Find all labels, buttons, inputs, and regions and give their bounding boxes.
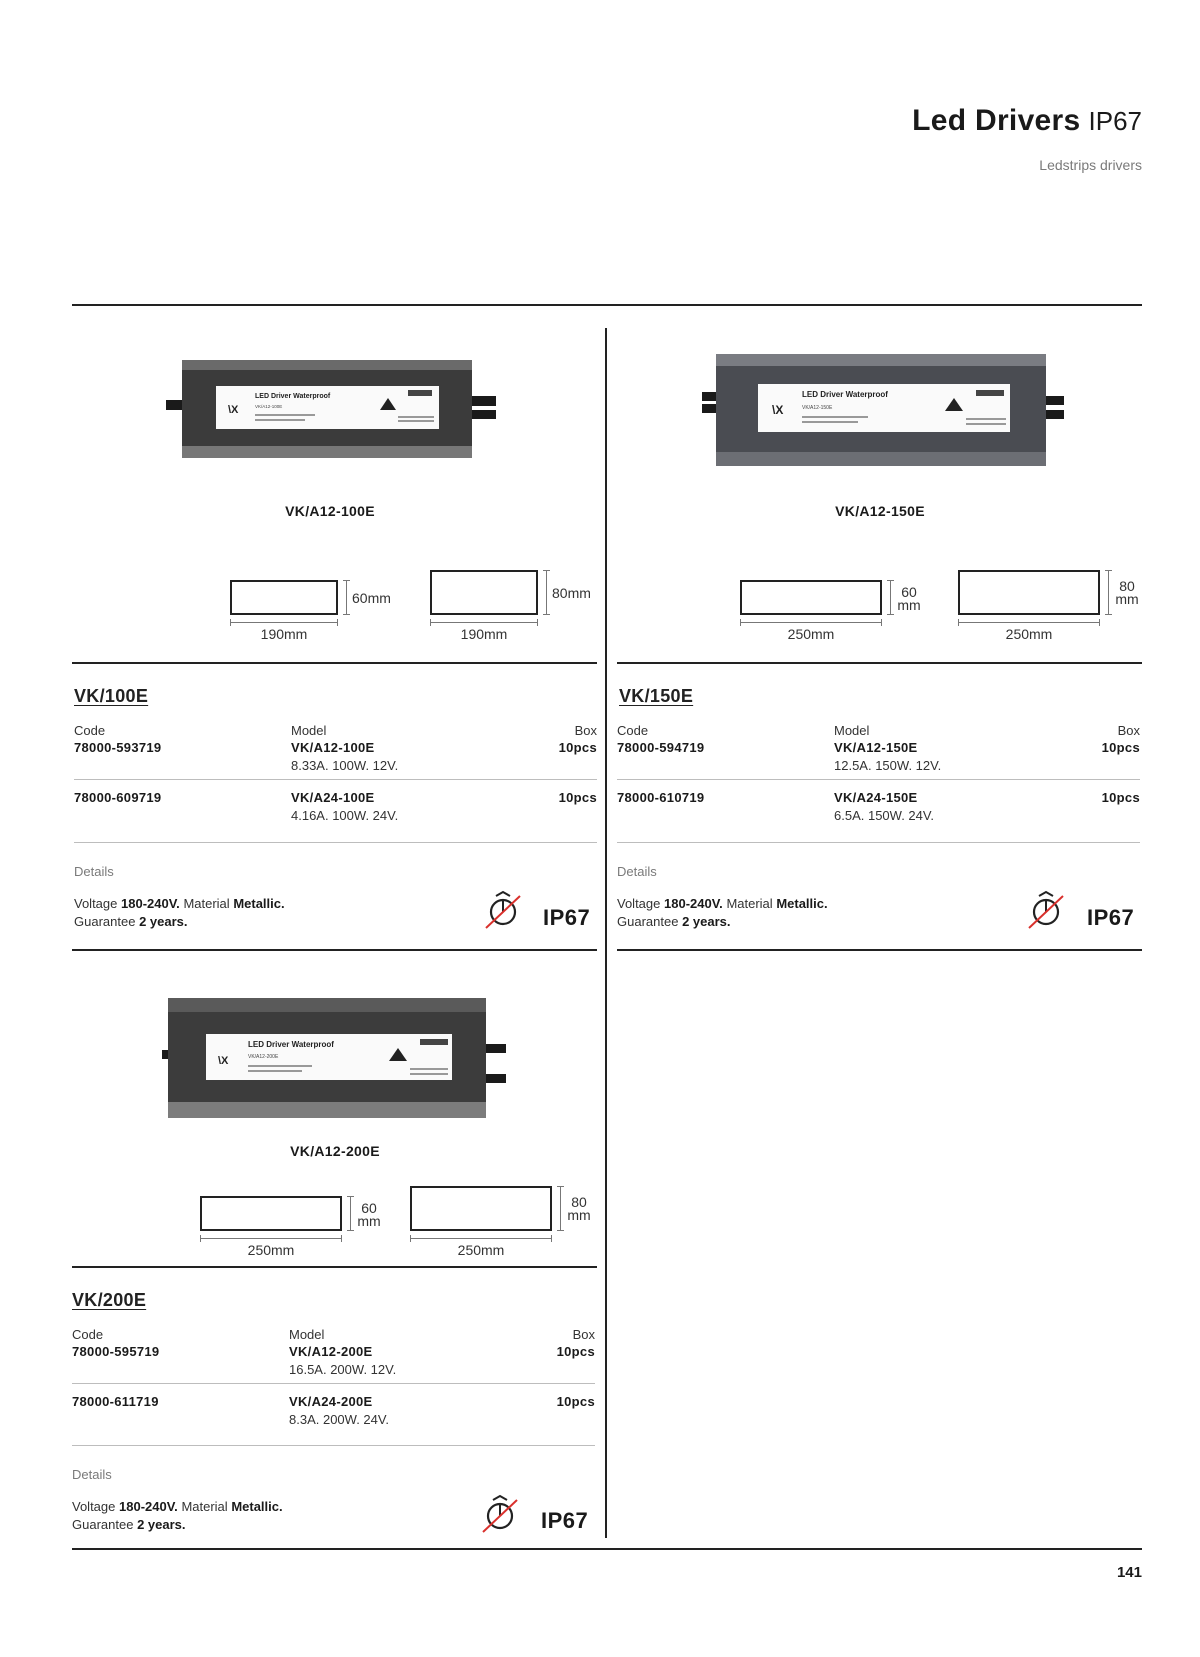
row-code: 78000-609719 [74,790,162,805]
row-code: 78000-611719 [72,1394,159,1409]
no-timer-icon [481,1494,519,1534]
row-divider [617,779,1140,780]
section-rule [617,949,1142,951]
details-guarantee: Guarantee 2 years. [74,914,188,929]
no-timer-icon [484,890,522,930]
row-divider [72,1383,595,1384]
row-spec: 12.5A. 150W. 12V. [834,758,942,773]
dim-width-label: 190mm [260,626,308,642]
product-photo-vk150e [698,348,1068,473]
row-model: VK/A12-100E [291,740,375,755]
photo-caption: VK/A12-200E [290,1143,380,1159]
row-box: 10pcs [558,790,597,805]
row-spec: 6.5A. 150W. 24V. [834,808,934,823]
photo-label-model: VK/A12-150E [802,405,833,411]
page-number: 141 [1116,1564,1142,1581]
row-divider [74,779,597,780]
dim-width-label: 250mm [457,1242,505,1258]
page-title-main: Led Drivers [912,104,1081,137]
column-divider [605,328,607,1538]
section-rule [72,1266,597,1268]
photo-label-title: LED Driver Waterproof [255,393,331,400]
dim-height-label: 60mm [352,590,391,606]
row-box: 10pcs [1101,790,1140,805]
details-voltage-material: Voltage 180-240V. Material Metallic. [74,896,285,911]
row-spec: 16.5A. 200W. 12V. [289,1362,397,1377]
col-head-code: Code [74,723,106,738]
row-spec: 4.16A. 100W. 24V. [291,808,399,823]
details-voltage-material: Voltage 180-240V. Material Metallic. [617,896,828,911]
section-rule [72,662,597,664]
photo-label-model: VK/A12-200E [248,1054,279,1060]
col-head-box: Box [1117,723,1140,738]
svg-text:\X: \X [772,403,784,417]
details-label: Details [617,864,657,879]
details-label: Details [72,1467,112,1482]
photo-label-title: LED Driver Waterproof [802,390,888,399]
col-head-code: Code [72,1327,104,1342]
table-divider [72,1445,595,1446]
ip-rating-badge: IP67 [543,905,591,930]
top-rule [72,304,1142,306]
no-timer-icon [1027,890,1065,930]
col-head-model: Model [834,723,870,738]
col-head-box: Box [574,723,597,738]
dim-height-label: 60 mm [897,584,921,613]
photo-caption: VK/A12-150E [835,503,925,519]
col-head-code: Code [617,723,649,738]
dim-height-label: 80mm [552,585,591,601]
product-name: VK/200E [72,1290,147,1310]
dim-height-label: 60 mm [357,1200,381,1229]
row-model: VK/A12-150E [834,740,918,755]
product-name: VK/100E [74,686,149,706]
row-spec: 8.33A. 100W. 12V. [291,758,399,773]
details-label: Details [74,864,114,879]
svg-text:\X: \X [228,404,239,416]
details-voltage-material: Voltage 180-240V. Material Metallic. [72,1499,283,1514]
dim-height-label: 80 mm [567,1194,591,1223]
row-model: VK/A24-200E [289,1394,373,1409]
svg-text:\X: \X [218,1055,229,1067]
row-box: 10pcs [556,1344,595,1359]
page-title [912,104,1142,138]
photo-label-title: LED Driver Waterproof [248,1040,334,1049]
ip-rating-badge: IP67 [541,1508,589,1533]
row-box: 10pcs [1101,740,1140,755]
details-guarantee: Guarantee 2 years. [617,914,731,929]
photo-caption: VK/A12-100E [285,503,375,519]
col-head-box: Box [572,1327,595,1342]
row-model: VK/A24-100E [291,790,375,805]
bottom-rule [72,1548,1142,1550]
photo-label-model: VK/A12-100E [255,404,283,409]
dim-width-label: 250mm [247,1242,295,1258]
row-box: 10pcs [558,740,597,755]
page-subtitle: Ledstrips drivers [1039,157,1142,173]
section-rule [617,662,1142,664]
product-photo-vk200e [158,994,508,1124]
table-divider [74,842,597,843]
product-name: VK/150E [619,686,694,706]
dim-height-label: 80 mm [1115,578,1139,607]
row-code: 78000-593719 [74,740,162,755]
row-spec: 8.3A. 200W. 24V. [289,1412,389,1427]
col-head-model: Model [291,723,327,738]
page-title-suffix: IP67 [1088,106,1142,136]
col-head-model: Model [289,1327,325,1342]
table-divider [617,842,1140,843]
row-model: VK/A12-200E [289,1344,373,1359]
ip-rating-badge: IP67 [1087,905,1135,930]
row-code: 78000-594719 [617,740,705,755]
details-guarantee: Guarantee 2 years. [72,1517,186,1532]
product-photo-vk100e [160,350,500,465]
dim-width-label: 250mm [787,626,835,642]
dim-width-label: 250mm [1005,626,1053,642]
row-box: 10pcs [556,1394,595,1409]
row-code: 78000-610719 [617,790,705,805]
dim-width-label: 190mm [460,626,508,642]
section-rule [72,949,597,951]
row-code: 78000-595719 [72,1344,160,1359]
row-model: VK/A24-150E [834,790,918,805]
